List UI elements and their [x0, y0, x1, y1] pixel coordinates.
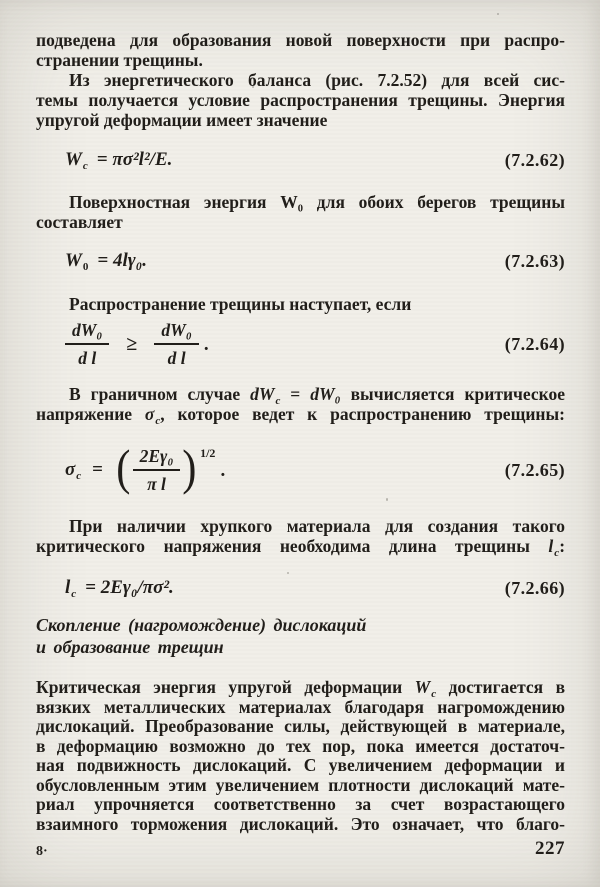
formula-7-2-63	[36, 246, 565, 276]
formula-expression: = 4lγ₀.	[97, 250, 148, 271]
inline-subscript: c	[275, 395, 281, 407]
scan-speck	[287, 572, 289, 574]
section-heading-line-1: Скопление (нагромождение) дислокаций	[36, 615, 367, 635]
section-heading-line-2: и образование трещин	[36, 637, 224, 657]
formula-subscript: c	[82, 160, 88, 172]
punctuation: :	[559, 536, 566, 556]
fraction-denominator: π l	[133, 469, 181, 494]
paragraph-3-line-2: составляет	[36, 212, 123, 232]
inline-math: l	[548, 536, 554, 556]
exponent: 1/2	[200, 445, 216, 460]
formula-body	[65, 439, 226, 495]
equation-number: (7.2.62)	[504, 149, 565, 170]
formula-variable: σ	[65, 459, 76, 480]
formula-variable: W	[65, 250, 82, 271]
formula-expression: = 2Eγ₀/πσ².	[85, 577, 174, 598]
text-segment: критического напряжения необходима длина трещины	[36, 536, 530, 556]
inline-subscript: c	[155, 415, 161, 427]
paragraph-1-line-2: странении трещины.	[36, 50, 203, 70]
text-segment: Критическая энергия упругой деформации	[36, 677, 403, 697]
fraction-denominator: d l	[154, 343, 198, 368]
paragraph-5-line-2	[36, 404, 566, 427]
formula-subscript: 0	[82, 261, 89, 273]
formula-expression: = πσ²l²/E.	[96, 149, 173, 170]
paragraph-6-line-2	[36, 536, 566, 559]
formula-body	[65, 149, 172, 171]
inline-math: dW	[250, 384, 275, 404]
close-paren: )	[182, 439, 197, 495]
equation-number: (7.2.66)	[504, 577, 565, 598]
fraction	[65, 320, 109, 368]
fraction-numerator: dW₀	[161, 319, 192, 340]
text-segment: достигается в	[448, 677, 566, 697]
paragraph-2-line-2: темы получается условие распространения трещины. Энергия	[36, 90, 565, 110]
fraction-denominator: d l	[65, 343, 109, 368]
formula-7-2-65	[36, 440, 565, 500]
formula-variable: W	[65, 149, 82, 170]
paragraph-3-line-1: Поверхностная энергия W₀ для обоих берегов трещины	[69, 192, 565, 212]
paragraph-7-line-5: ная подвижность дислокаций. С увеличением деформации и	[36, 755, 565, 775]
text-segment: вычисляется критическое	[350, 384, 566, 404]
paragraph-2-line-3: упругой деформации имеет значение	[36, 110, 328, 130]
punctuation: ,	[160, 404, 165, 424]
text-segment: которое ведет к распространению трещины:	[177, 404, 566, 424]
inline-math: W	[414, 677, 431, 697]
greater-equal-operator: ≥	[126, 332, 138, 355]
paragraph-7-line-7: риал упрочняется соответственно за счет возрастающего	[36, 794, 565, 814]
paragraph-7-line-4: в деформацию возможно до тех пор, пока имеется достаточ-	[36, 735, 565, 756]
fraction-numerator: dW₀	[72, 319, 103, 340]
formula-body	[65, 320, 209, 368]
text-segment: напряжение	[36, 404, 133, 424]
paragraph-4-line-1: Распространение трещины наступает, если	[69, 294, 412, 314]
equals-sign: =	[92, 459, 103, 480]
equation-number: (7.2.64)	[504, 333, 565, 354]
inline-math: σ	[144, 404, 155, 424]
paragraph-5-line-1	[36, 384, 566, 407]
paragraph-7-line-8: взаимного торможения дислокаций. Это означает, что благо-	[36, 813, 565, 834]
formula-subscript: c	[76, 470, 82, 482]
paragraph-6-line-1: При наличии хрупкого материала для создания такого	[69, 516, 565, 536]
paragraph-7-line-6: обусловленным этим увеличением плотности дислокаций мате-	[36, 774, 565, 795]
formula-period: .	[220, 460, 226, 482]
formula-period: .	[203, 334, 209, 356]
paragraph-7-line-3: дислокаций. Преобразование силы, действующей в материале,	[36, 716, 565, 736]
equals-sign: =	[290, 384, 301, 404]
fraction-numerator: 2Eγ₀	[139, 445, 174, 466]
fraction	[154, 320, 198, 368]
open-paren: (	[116, 439, 131, 495]
paragraph-2-line-1: Из энергетического баланса (рис. 7.2.52) для всей сис-	[69, 70, 565, 90]
paragraph-1-line-1: подведена для образования новой поверхности при распро-	[36, 30, 565, 50]
scan-speck	[386, 498, 388, 501]
formula-7-2-64	[36, 318, 565, 370]
equation-number: (7.2.63)	[504, 250, 565, 271]
formula-7-2-62	[36, 144, 565, 176]
scan-speck	[497, 13, 499, 15]
signature-mark: 8·	[36, 844, 48, 859]
fraction	[133, 446, 181, 494]
page-footer	[36, 840, 565, 860]
inline-subscript: c	[431, 688, 437, 700]
formula-subscript: c	[71, 588, 77, 600]
text-segment: В граничном случае	[69, 384, 241, 404]
scan-speck	[252, 86, 254, 88]
equation-number: (7.2.65)	[504, 459, 565, 480]
inline-subscript: c	[554, 547, 560, 559]
formula-body	[65, 250, 147, 272]
page-number: 227	[535, 838, 565, 859]
formula-variable: l	[65, 577, 71, 598]
formula-lhs	[65, 459, 81, 481]
paragraph-7-line-1	[36, 678, 565, 698]
formula-body	[65, 577, 174, 599]
inline-math: dW₀	[310, 384, 341, 404]
paragraph-7-line-2: вязких металлических материалах благодаря нагромождению	[36, 696, 565, 717]
formula-7-2-66	[36, 572, 565, 604]
